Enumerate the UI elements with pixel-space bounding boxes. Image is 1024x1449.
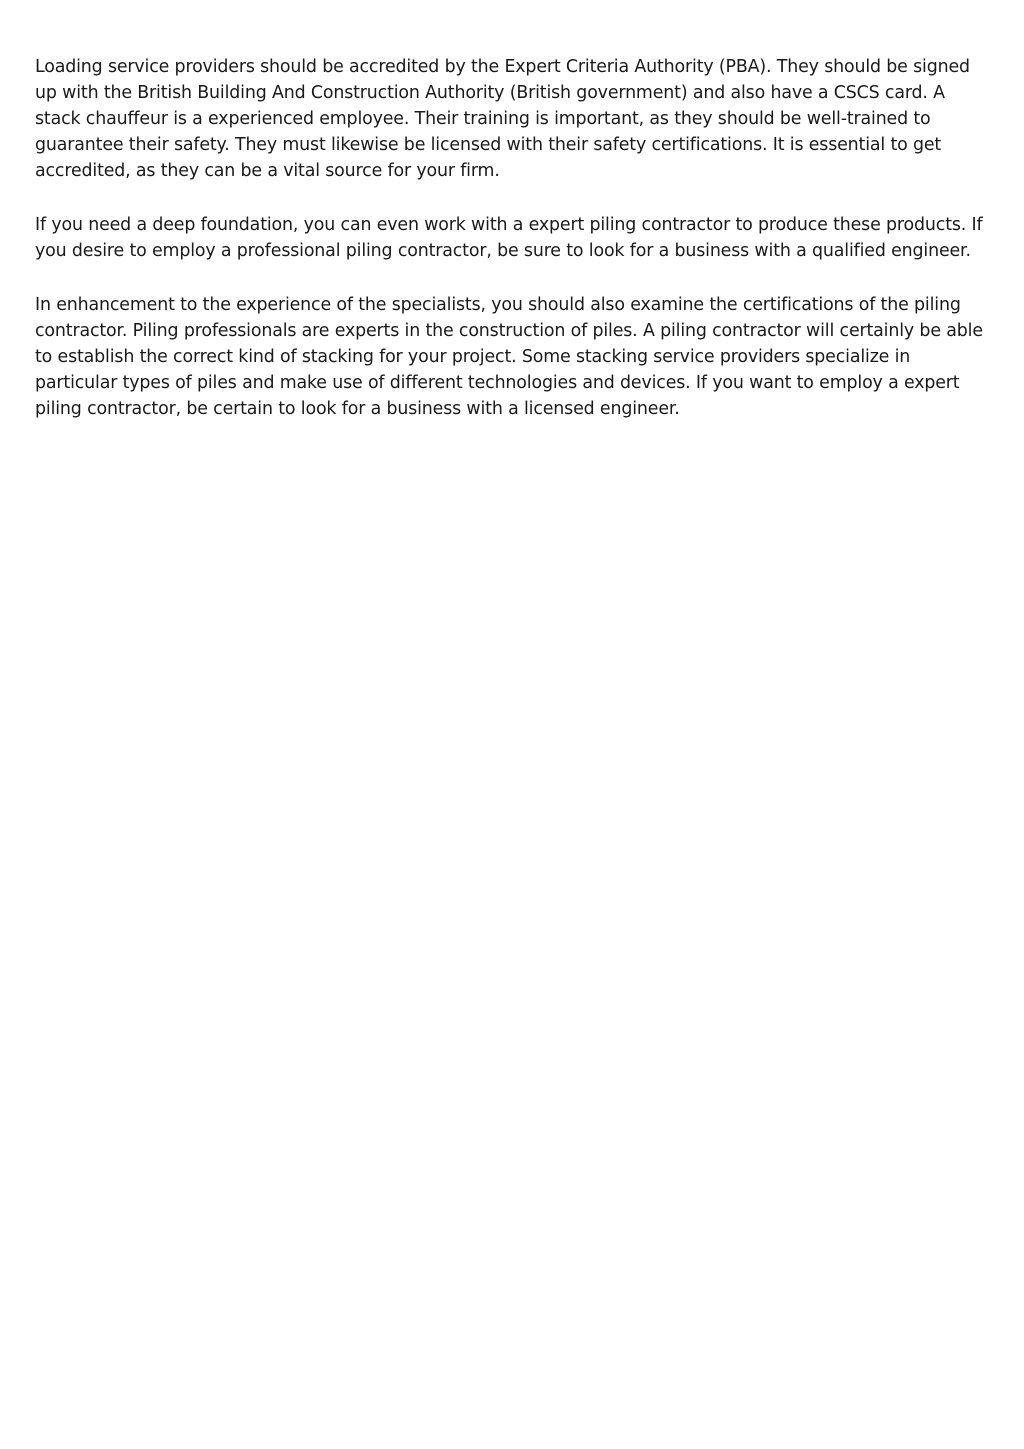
paragraph-1: Loading service providers should be accredited by the Expert Criteria Authority (PBA). They should be signed up with the British Building And Construction Authority (British government) and also have a CSCS card. A stack chauffeur is a experienced employee. Their training is important, as they should be well-trained to guarantee their safety. They must likewise be licensed with their safety certifications. It is essential to get accredited, as they can be a vital source for your firm. — [35, 57, 970, 181]
document-body — [35, 54, 995, 450]
paragraph-3: In enhancement to the experience of the specialists, you should also examine the certifications of the piling contractor. Piling professionals are experts in the construction of piles. A piling contractor will certainly be able to establish the correct kind of stacking for your project. Some stacking service providers specialize in particular types of piles and make use of different technologies and devices. If you want to employ a expert piling contractor, be certain to look for a business with a licensed engineer. — [35, 295, 983, 419]
paragraph-2: If you need a deep foundation, you can even work with a expert piling contractor to produce these products. If you desire to employ a professional piling contractor, be sure to look for a business with a qualified engineer. — [35, 215, 983, 261]
